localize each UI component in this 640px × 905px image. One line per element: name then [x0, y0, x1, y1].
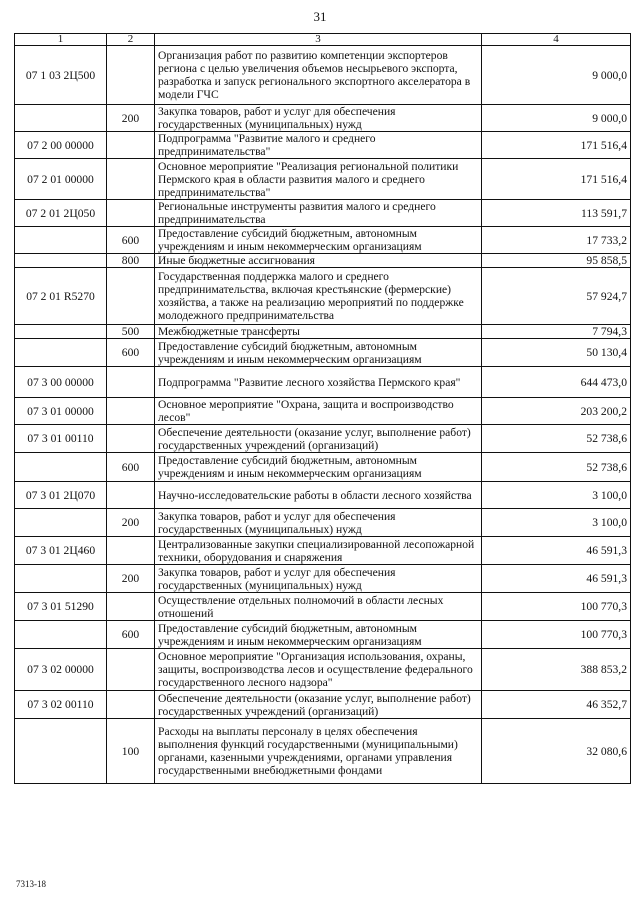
row-type: 600: [107, 339, 155, 367]
row-name: Подпрограмма "Развитие малого и среднего предпринимательства": [155, 132, 482, 159]
row-amount: 100 770,3: [482, 593, 631, 621]
row-amount: 3 100,0: [482, 509, 631, 537]
row-name: Основное мероприятие "Реализация региональной политики Пермского края в области развития малого и среднего предпринимательства": [155, 159, 482, 200]
page-number: 31: [313, 9, 327, 24]
row-code: 07 2 01 00000: [15, 159, 107, 200]
row-amount: 9 000,0: [482, 46, 631, 105]
table-row: [15, 105, 631, 132]
row-amount: 50 130,4: [482, 339, 631, 367]
row-type: [107, 268, 155, 325]
row-type: [107, 367, 155, 398]
table-body: [15, 46, 631, 784]
row-name: Закупка товаров, работ и услуг для обеспечения государственных (муниципальных) нужд: [155, 509, 482, 537]
row-name: Предоставление субсидий бюджетным, автономным учреждениям и иным некоммерческим организациям: [155, 339, 482, 367]
row-code: [15, 719, 107, 784]
table-row: [15, 691, 631, 719]
row-type: 600: [107, 453, 155, 482]
table-row: [15, 453, 631, 482]
row-name: Основное мероприятие "Охрана, защита и воспроизводство лесов": [155, 398, 482, 425]
row-code: 07 3 01 51290: [15, 593, 107, 621]
row-amount: 32 080,6: [482, 719, 631, 784]
header-col-4: 4: [482, 34, 631, 46]
row-amount: 113 591,7: [482, 200, 631, 227]
header-col-1: 1: [15, 34, 107, 46]
row-type: [107, 46, 155, 105]
row-amount: 7 794,3: [482, 325, 631, 339]
row-code: 07 3 01 2Ц070: [15, 482, 107, 509]
table-row: [15, 621, 631, 649]
row-name: Основное мероприятие "Организация использования, охраны, защиты, воспроизводства лесов и осуществление федерального государственного лесного надзора": [155, 649, 482, 691]
row-code: 07 3 01 2Ц460: [15, 537, 107, 565]
row-type: 200: [107, 105, 155, 132]
row-code: [15, 621, 107, 649]
table-row: [15, 425, 631, 453]
row-code: 07 3 01 00110: [15, 425, 107, 453]
row-name: Межбюджетные трансферты: [155, 325, 482, 339]
row-code: [15, 105, 107, 132]
budget-table: [14, 33, 631, 784]
table-row: [15, 325, 631, 339]
table-row: [15, 649, 631, 691]
row-type: 100: [107, 719, 155, 784]
row-type: 800: [107, 254, 155, 268]
row-amount: 9 000,0: [482, 105, 631, 132]
row-name: Закупка товаров, работ и услуг для обеспечения государственных (муниципальных) нужд: [155, 105, 482, 132]
row-code: [15, 453, 107, 482]
row-name: Централизованные закупки специализированной лесопожарной техники, оборудования и снаряжения: [155, 537, 482, 565]
row-code: 07 2 00 00000: [15, 132, 107, 159]
table-row: [15, 132, 631, 159]
table-row: [15, 719, 631, 784]
row-amount: 46 591,3: [482, 537, 631, 565]
row-name: Осуществление отдельных полномочий в области лесных отношений: [155, 593, 482, 621]
row-code: 07 3 00 00000: [15, 367, 107, 398]
table-row: [15, 593, 631, 621]
row-name: Обеспечение деятельности (оказание услуг, выполнение работ) государственных учреждений (организаций): [155, 691, 482, 719]
row-code: 07 3 01 00000: [15, 398, 107, 425]
row-amount: 17 733,2: [482, 227, 631, 254]
row-type: [107, 159, 155, 200]
row-type: [107, 537, 155, 565]
table-row: [15, 46, 631, 105]
row-amount: 52 738,6: [482, 425, 631, 453]
row-type: [107, 649, 155, 691]
row-name: Государственная поддержка малого и среднего предпринимательства, включая крестьянские (фермерские) хозяйства, а также на реализацию мероприятий по поддержке молодежного предпринимательства: [155, 268, 482, 325]
row-type: 500: [107, 325, 155, 339]
table-row: [15, 565, 631, 593]
header-col-2: 2: [107, 34, 155, 46]
row-name: Предоставление субсидий бюджетным, автономным учреждениям и иным некоммерческим организациям: [155, 621, 482, 649]
row-code: 07 3 02 00000: [15, 649, 107, 691]
table-row: [15, 254, 631, 268]
row-type: [107, 691, 155, 719]
row-name: Предоставление субсидий бюджетным, автономным учреждениям и иным некоммерческим организациям: [155, 453, 482, 482]
row-type: 600: [107, 227, 155, 254]
table-row: [15, 482, 631, 509]
row-type: [107, 200, 155, 227]
table-row: [15, 159, 631, 200]
row-code: 07 2 01 R5270: [15, 268, 107, 325]
row-code: [15, 339, 107, 367]
row-amount: 388 853,2: [482, 649, 631, 691]
row-type: [107, 132, 155, 159]
row-code: [15, 565, 107, 593]
row-code: [15, 254, 107, 268]
row-name: Предоставление субсидий бюджетным, автономным учреждениям и иным некоммерческим организациям: [155, 227, 482, 254]
table-row: [15, 537, 631, 565]
table-row: [15, 268, 631, 325]
row-name: Региональные инструменты развития малого и среднего предпринимательства: [155, 200, 482, 227]
header-row: [15, 34, 631, 46]
row-amount: 171 516,4: [482, 132, 631, 159]
row-amount: 3 100,0: [482, 482, 631, 509]
row-amount: 52 738,6: [482, 453, 631, 482]
row-amount: 95 858,5: [482, 254, 631, 268]
row-code: [15, 509, 107, 537]
row-type: 200: [107, 565, 155, 593]
row-type: 200: [107, 509, 155, 537]
row-code: 07 3 02 00110: [15, 691, 107, 719]
row-code: [15, 325, 107, 339]
footer-code: 7313-18: [16, 879, 46, 889]
row-type: [107, 425, 155, 453]
table-row: [15, 398, 631, 425]
row-type: [107, 593, 155, 621]
row-type: [107, 482, 155, 509]
row-name: Расходы на выплаты персоналу в целях обеспечения выполнения функций государственными (муниципальными) органами, казенными учреждениями, органами управления государственными внебюджетными фондами: [155, 719, 482, 784]
row-name: Обеспечение деятельности (оказание услуг, выполнение работ) государственных учреждений (организаций): [155, 425, 482, 453]
row-name: Иные бюджетные ассигнования: [155, 254, 482, 268]
row-name: Закупка товаров, работ и услуг для обеспечения государственных (муниципальных) нужд: [155, 565, 482, 593]
row-name: Научно-исследовательские работы в области лесного хозяйства: [155, 482, 482, 509]
row-code: 07 1 03 2Ц500: [15, 46, 107, 105]
row-type: 600: [107, 621, 155, 649]
row-amount: 46 591,3: [482, 565, 631, 593]
table-row: [15, 339, 631, 367]
row-amount: 171 516,4: [482, 159, 631, 200]
table-row: [15, 367, 631, 398]
row-type: [107, 398, 155, 425]
row-amount: 57 924,7: [482, 268, 631, 325]
header-col-3: 3: [155, 34, 482, 46]
row-amount: 100 770,3: [482, 621, 631, 649]
table-row: [15, 509, 631, 537]
row-code: [15, 227, 107, 254]
row-name: Организация работ по развитию компетенции экспортеров региона с целью увеличения объемов несырьевого экспорта, разработка и запуск регионального экспортного акселератора в модели ГЧС: [155, 46, 482, 105]
row-code: 07 2 01 2Ц050: [15, 200, 107, 227]
row-amount: 203 200,2: [482, 398, 631, 425]
row-amount: 46 352,7: [482, 691, 631, 719]
row-name: Подпрограмма "Развитие лесного хозяйства Пермского края": [155, 367, 482, 398]
table-row: [15, 227, 631, 254]
table-row: [15, 200, 631, 227]
row-amount: 644 473,0: [482, 367, 631, 398]
